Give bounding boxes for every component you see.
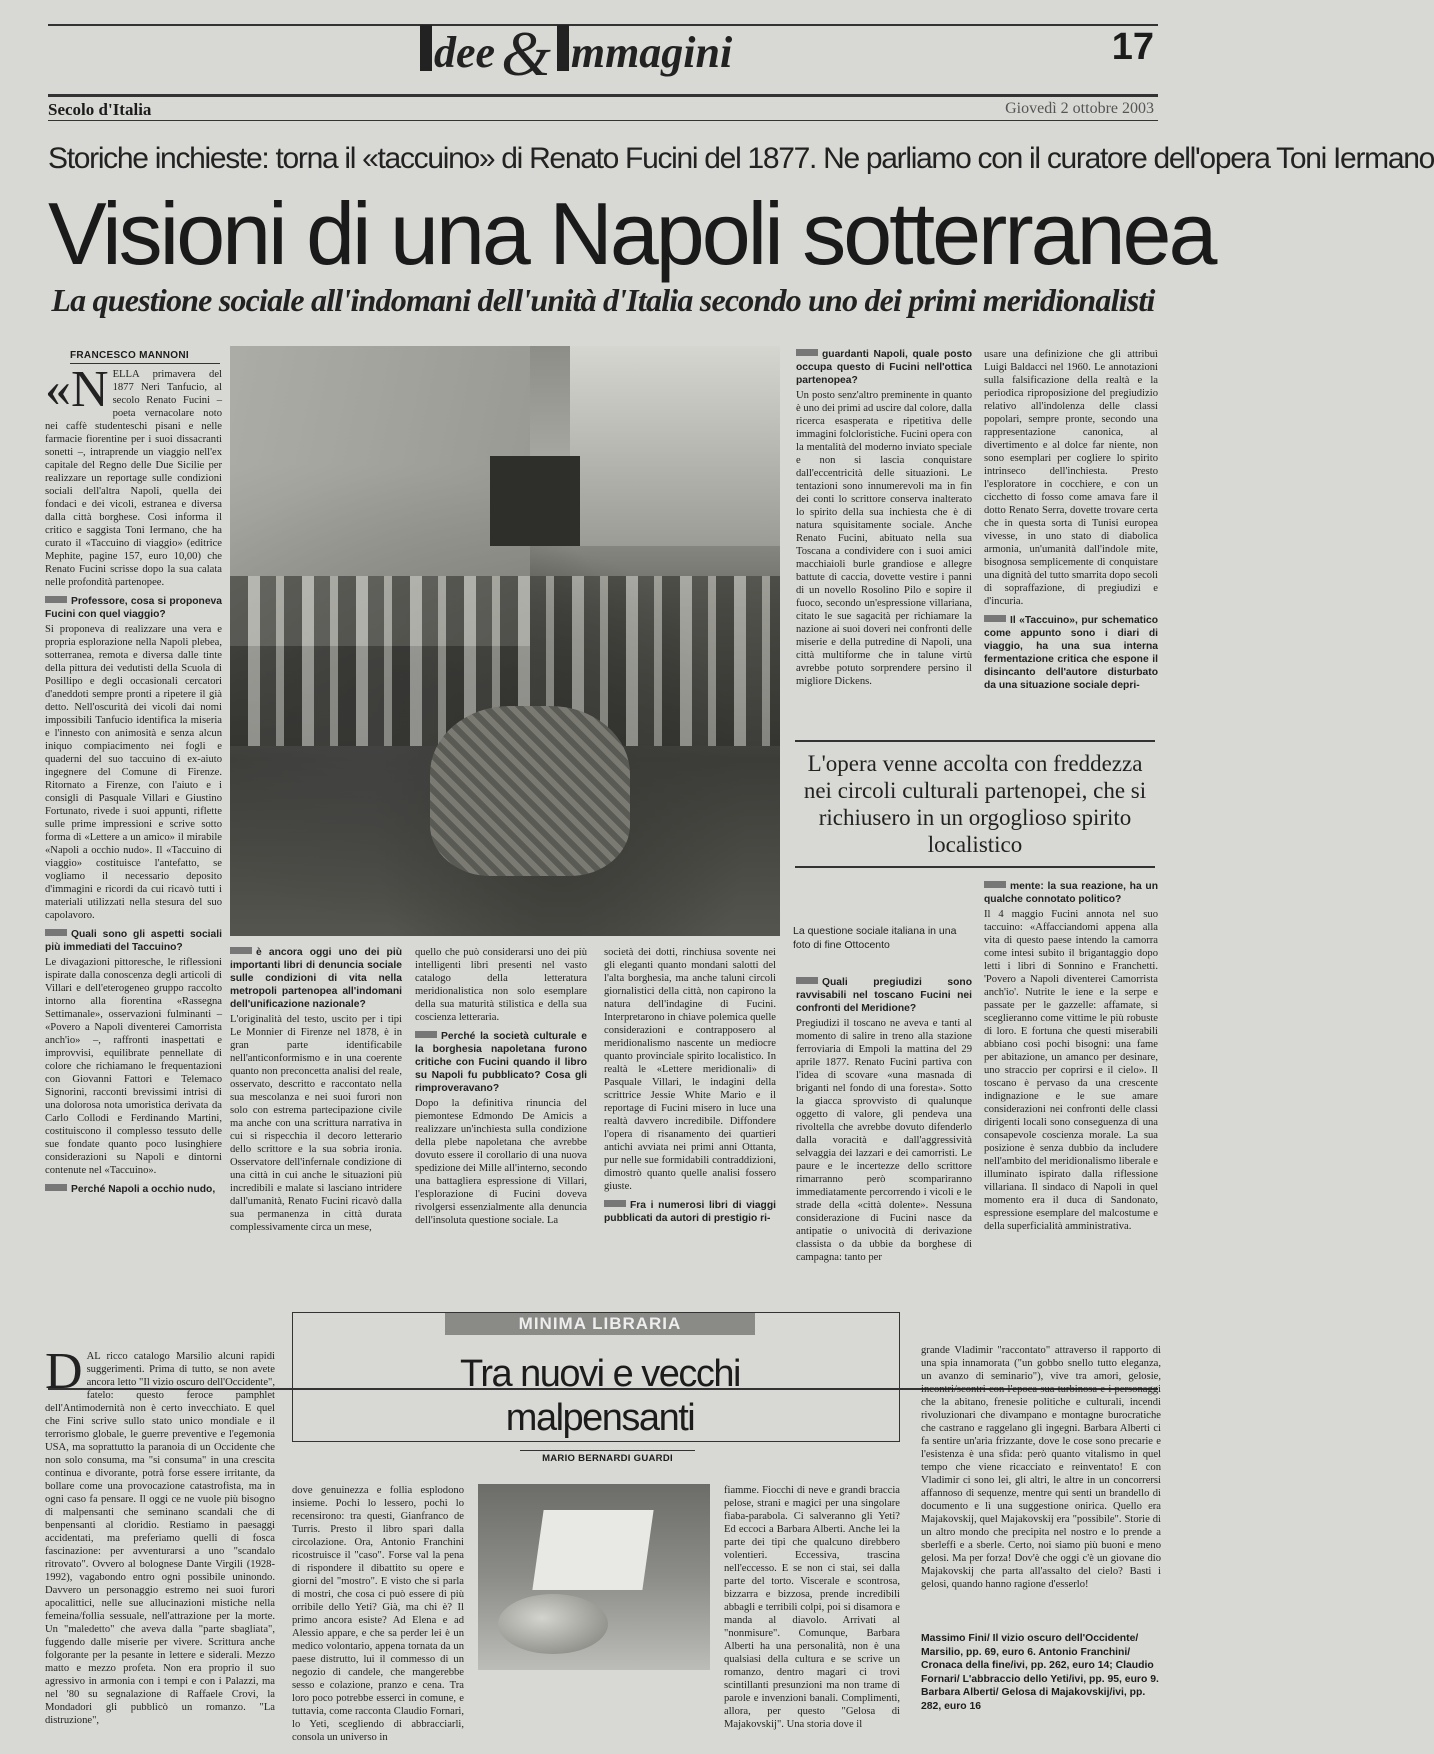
- interview-answer: quello che può considerarsi uno dei più intelligenti libri presenti nel vasto catalogo della letteratura meridionalistica non solo esemplare della sua maturità stilistica e della sua coscienza letteraria.: [415, 947, 587, 1023]
- article-headline: Visioni di una Napoli sotterranea: [48, 184, 1215, 283]
- interview-answer: Si proponeva di realizzare una vera e propria esplorazione nella Napoli plebea, sotterranea, remota e diversa dalle tinte della pittura dei vedutisti della Scuola di Posillipo e degli occasionali cercatori d'aneddoti sempre pronti a ripetere il già detto. Nell'oscurità dei vicoli dai nomi impossibili Tanfucio identifica la miseria e l'innesto con animosità e senza alcun iniquo compiacimento nei fogli e quaderni del suo taccuino di ex-aiuto ingegnere del Comune di Firenze. Ritornato a Firenze, con l'aiuto e i consigli di Pasquale Villari e Giustino Fortunato, rivede i suoi appunti, riflette sulle prime impressioni e scrive sotto forma di «Lettere a un amico» il mirabile «Napoli a occhio nudo». Il «Taccuino di viaggio» costituisce l'antefatto, se vogliamo il necessario deposito d'immagini e ricordi da cui ricavò tutti i materiali utilizzati nella stesura del suo capolavoro.: [45, 624, 222, 921]
- interview-question-continued: guardanti Napoli, quale posto occupa questo di Fucini nell'ottica partenopea?: [796, 349, 972, 386]
- section-title-start: dee: [434, 28, 496, 77]
- article-intro: ELLA primavera del 1877 Neri Tanfucio, al secolo Renato Fucini – poeta vernacolare noto nei caffè studenteschi pisani e nelle farmacie fiorentine per i suoi dissacranti sonetti –, intraprende un viaggio nell'ex capitale del Regno delle Due Sicilie per realizzare un reportage sulle condizioni sociali dell'altra Napoli, quella dei fondaci e dei vicoli, estranea e diversa dalla città borghese. Così informa il critico e saggista Toni Iermano, che ha curato il «Taccuino di viaggio» (editrice Mephite, pagine 157, euro 10,00) che Renato Fucini scrisse dopo la sua calata nelle profondità partenopee.: [45, 369, 222, 588]
- review-column-4: [921, 1344, 1161, 1628]
- review-text: grande Vladimir "raccontato" attraverso il rapporto di una spia innamorata ("un gobbo snello tutto eleganza, un avanzo di seminario"), vive tra amori, gelosie, incontri/scontri con l'epoca sua turbinosa e i personaggi che la abitano, frenesie politiche e culturali, incendi rivoluzionari che divampano e montagne burocratiche che castrano e raggelano gli ingegni. Barbara Alberti ci fa sentire un'aria frizzante, dove le cose sono precarie e l'esistenza è una sfida: però quanto vitalismo in quel tempo che viene ricacciato e reinventato! E con Vladimir ci sono lei, gli altri, le altre in un concorrersi affannoso di sequenze, mentre qui senti un brandello di documento e lì una suggestione onirica. Quello era Majakovskij, quel Majakovskij era "possibile". Storie di un altro mondo che precipita nel nostro e lo prende a sberleffi e a sberle. Certo, noi siamo più buoni e meno gelosi. Ma per forza! Dov'è che oggi c'è un giovane dio Majakovskij che parta all'assalto del cielo? Basti i gelosi, quando hanno ragione d'esserlo!: [921, 1345, 1161, 1590]
- review-byline: MARIO BERNARDI GUARDI: [520, 1450, 695, 1464]
- article-column-5-bottom: [796, 976, 972, 1366]
- review-text: fiamme. Fiocchi di neve e grandi braccia pelose, strani e magici per una singolare fiaba-parabola. Ci salveranno gli Yeti? Ed eccoci a Barbara Alberti. Anche lei la parte dei tipi che qualcuno direbbero volentieri. Eccessiva, trascina nell'eccesso. E se non ci stai, sei dalla parte del torto. Viscerale e scontrosa, bizzarra e bizzosa, prende incredibili abbagli e terribili colpi, poi si disamora e manda al diavolo. Arrivati al "nonmisure". Comunque, Barbara Alberti ha una personalità, non è una qualsiasi della cultura e se scrive un romanzo, dentro magari ci trovi scintillanti presunzioni ma non trame di parole e invenzioni banali. Complimenti, allora, per questo "Gelosa di Majakovskij". Una storia dove il: [724, 1485, 900, 1730]
- masthead-rule: [48, 94, 1158, 97]
- article-column-5-top: [796, 348, 972, 728]
- interview-question: Perché la società culturale e la borghesia napoletana furono critiche con Fucini quando il libro su Napoli fu pubblicato? Cosa gli rimproveravano?: [415, 1031, 587, 1094]
- article-column-4: [604, 946, 776, 1366]
- interview-question-continued: mente: la sua reazione, ha un qualche connotato politico?: [984, 881, 1158, 905]
- review-title: Tra nuovi e vecchi malpensanti: [460, 1353, 740, 1439]
- interview-question: Quali pregiudizi sono ravvisabili nel toscano Fucini nei confronti del Meridione?: [796, 977, 972, 1014]
- pull-quote: L'opera venne accolta con freddezza nei circoli culturali partenopei, che si richiusero in un orgoglioso spirito localistico: [795, 740, 1155, 868]
- page-number: 17: [1111, 26, 1154, 68]
- book-shape: [532, 1510, 653, 1590]
- interview-question: Il «Taccuino», pur schematico come appunto sono i diari di viaggio, ha una sua interna fermentazione critica che espone il disincanto dell'autore disturbato da una situazione sociale depri-: [984, 615, 1158, 691]
- photo-caption: La questione sociale italiana in una foto di fine Ottocento: [793, 925, 957, 951]
- article-column-6-bottom: [984, 880, 1158, 1366]
- issue-date: Giovedì 2 ottobre 2003: [1005, 100, 1154, 117]
- interview-answer: L'originalità del testo, uscito per i tipi Le Monnier di Firenze nel 1878, è in gran parte identificabile nell'anticonformismo e in una coerente quanto non preconcetta analisi del reale, osservato, descritto e raccontato nella sua mescolanza e nei suoi furori non solo con estrema partecipazione civile ma anche con una scrittura narrativa in cui si rispecchia il decoro letterario dello scrittore e la sua sobria ironia. Osservatore dell'infernale condizione di una città in cui anche le situazioni più incredibili e malate si lasciano intridere dall'umanità, Renato Fucini ricavò dalla sua permanenza in città durata complessivamente circa un mese,: [230, 1014, 402, 1233]
- review-column-1: [45, 1343, 275, 1740]
- drop-cap: «N: [45, 361, 109, 418]
- article-column-2: [230, 946, 402, 1366]
- review-column-2: [292, 1484, 464, 1744]
- interview-answer: Pregiudizi il toscano ne aveva e tanti al momento di salire in treno alla stazione ferroviaria di Empoli la mattina del 29 aprile 1877. Renato Fucini partiva con l'idea di scovare «una masnada di briganti nel fondo di una foresta». Sotto la giacca sprovvisto di qualunque oggetto di valore, gli pendeva una rivoltella che avrebbe dovuto difenderlo dalla voracità e dall'aggressività selvaggia dei lazzari e dei camorristi. Le paure e le incertezze dello scrittore rimarranno però scompariranno immediatamente percorrendo i vicoli e le strade della «città dolente». Nessuna considerazione di Fucini nasce da antipatie o univocità di derivazione classista o da ubbie da borghese di campagna: tanto per: [796, 1018, 972, 1263]
- paper-name: Secolo d'Italia: [48, 100, 152, 119]
- historical-photo: [230, 346, 780, 936]
- book-credits: Massimo Fini/ Il vizio oscuro dell'Occidente/ Marsilio, pp. 69, euro 6. Antonio Franchini/ Cronaca della fine/ivi, pp. 262, euro 14; Claudio Fornari/ L'abbraccio dello Yeti/ivi, pp. 95, euro 9. Barbara Alberti/ Gelosa di Majakovskij/ivi, pp. 282, euro 16: [921, 1633, 1159, 1712]
- interview-answer: usare una definizione che gli attribuì Luigi Baldacci nel 1960. Le annotazioni sulla falsificazione della realtà e la periodica riproposizione del pregiudizio relativo all'indolenza delle classi popolari, sempre pronte, secondo una rappresentazione canonica, al divertimento e al dolce far niente, non sono esemplari per cogliere lo spirito intrinseco dell'inchiesta. Presto l'esploratore in cocchiere, e con un cicchetto di fosso come amava fare il dotto Renato Serra, dovette trovare certa che in questa sorta di Tunisi europea vivesse, in uno stato di diabolica armonia, un'umanità dall'indole mite, bisognosa semplicemente di conquistare una dignità del tutto smarrita dopo secoli di sopraffazione, di pregiudizi e d'incuria.: [984, 349, 1158, 607]
- review-text: dove genuinezza e follia esplodono insieme. Pochi lo lessero, pochi lo recensirono: tra questi, Gianfranco de Turris. Presto il libro sparì dalla circolazione. Ora, Antonio Franchini ricostruisce il "caso". Forse val la pena di rispondere il dibattito su opere e giorni del "mostro". E visto che si parla di mostri, che cosa ci può essere di più orribile dello Yeti? Già, ma chi è? Il primo ancora esiste? Ad Elena e ad Alessio appare, e che sa perder lei è un medico volontario, appena tornata da un paese distrutto, lui il commesso di un negozio di candele, che mangerebbe sesso e colazione, pranzo e cena. Tra loro poco potrebbe esserci in comune, e tuttavia, come racconta Claudio Fornari, lo Yeti, scegliendo di abbracciarli, consola un universo in: [292, 1485, 464, 1743]
- date-rule: [48, 120, 1158, 121]
- interview-answer: Il 4 maggio Fucini annota nel suo taccuino: «Affacciandomi appena alla vita di questo paese intendo la camorra come intesi subito il brigantaggio dopo letti i libri di Sonnino e Franchetti. 'Povero a Napoli diventerei Camorrista anch'io'. Nutrite le iene e la serpe e passate per le gazzelle: affamate, si sceglieranno come vittime le più robuste di loro. E fortuna che questi miserabili abbiano così pochi bisogni: una fame per abitazione, un amanco per desinare, uno straccio per coprirsi e il cielo». Il toscano è pervaso da una crescente indignazione e le sue amare considerazioni nei confronti delle classi dirigenti locali sono conseguenza di una consapevole coscienza morale. La sua posizione è senza dubbio da includere nell'ambito del meridionalismo liberale e illuminato ispirato dalla riflessione villariana. Il sindaco di Napoli in quel momento era il duca di Sandonato, espressione esemplare del malcostume e della superficialità amministrativa.: [984, 909, 1158, 1232]
- bread-shape: [498, 1594, 608, 1654]
- article-subhead: La questione sociale all'indomani dell'unità d'Italia secondo uno dei primi meridionalisti: [51, 282, 1155, 318]
- interview-answer: Le divagazioni pittoresche, le riflessioni ispirate dalla conoscenza degli articoli di Villari e dell'eterogeneo gruppo raccolto intorno alla fiorentina «Rassegna Settimanale», osservazioni fulminanti – «Povero a Napoli diventerei Camorrista anch'io» –, raffronti inaspettati e improvvisi, equilibrate pennellate di colore che richiamano le frequentazioni con Giovanni Fattori e Telemaco Signorini, racconti brevissimi intrisi di una dolorosa nota umoristica derivata da Carlo Collodi e Ferdinando Martini, costituiscono il complesso tessuto delle sue fondate quanto poco lusinghiere considerazioni su Napoli e dintorni contenute nel «Taccuino».: [45, 957, 222, 1176]
- section-initial-i-mark-2: [557, 25, 569, 71]
- photo-arch-shape: [570, 346, 780, 546]
- article-column-3: [415, 946, 587, 1366]
- review-column-3: [724, 1484, 900, 1744]
- interview-question: Perché Napoli a occhio nudo,: [45, 1183, 222, 1196]
- review-drop-cap: D: [45, 1343, 83, 1400]
- interview-question: Quali sono gli aspetti sociali più immediati del Taccuino?: [45, 929, 222, 953]
- section-initial-i-mark: [420, 25, 432, 71]
- article-kicker: Storiche inchieste: torna il «taccuino» di Renato Fucini del 1877. Ne parliamo con il curatore dell'opera Toni Iermano: [48, 142, 1434, 175]
- review-section-label: MINIMA LIBRARIA: [445, 1313, 755, 1335]
- article-column-1: [45, 361, 222, 1388]
- interview-question: Professore, cosa si proponeva Fucini con quel viaggio?: [45, 596, 222, 620]
- book-photo: [478, 1484, 710, 1670]
- photo-basket-shape: [430, 706, 630, 876]
- interview-answer: Dopo la definitiva rinuncia del piemontese Edmondo De Amicis a realizzare un'inchiesta sulla condizione della plebe napoletana che avrebbe dovuto essere il corollario di una nuova spedizione dei Mille all'interno, secondo una battagliera espressione di Villari, l'esplorazione di Fucini doveva rivolgersi essenzialmente alla denuncia dell'insoluta questione sociale. La: [415, 1098, 587, 1226]
- review-text: AL ricco catalogo Marsilio alcuni rapidi suggerimenti. Prima di tutto, se non avete ancora letto "Il vizio oscuro dell'Occidente", fatelo: questo feroce pamphlet dell'Antimodernità non è certo invecchiato. E quel che Fini scrive sullo stato unico mondiale e il terrorismo globale, le guerre preventive e l'egemonia USA, ma soprattutto la paranoia di un Occidente che non solo consuma, ma "si consuma" in una crescita continua e divorante, potrà forse essere irritante, da bollare come una provocazione catastrofista, ma in ogni caso fa pensare. Il oggi ce ne vuole più bisogno di malpensanti che seminano scandali che di benpensanti al cloridio. Restiamo in paesaggi accidentati, ma preferiamo quelli di fosca fascinazione: per avventurarsi a uno "scandalo ritrovato". Ovvero al bolognese Dante Virgili (1928-1992), vagabondo entro ogni possibile uninondo. Davvero un personaggio estremo nei suoi furori apocalittici, nelle sue allucinazioni mistiche nella femeina/follia sessuale, nell'attrazione per la morte. Un "maledetto" che aveva dalla "parte sbagliata", fuggendo dalle miserie per vivere. Scrittura anche folgorante per la pesante in lettere e siderali. Mezzo matto e mezzo profeta. Non era proprio il suo agressivo in armonia con i tempi e con i Palazzi, ma nel '80 su segnalazione di Raffaele Crovi, la Mondadori gli pubblicò un romanzo. "La distruzione",: [45, 1351, 275, 1726]
- article-byline: FRANCESCO MANNONI: [70, 350, 220, 364]
- section-title-end: mmagini: [570, 28, 733, 77]
- interview-question: Fra i numerosi libri di viaggi pubblicati da autori di prestigio ri-: [604, 1200, 776, 1224]
- section-title-ampersand: &: [501, 18, 551, 89]
- interview-answer: società dei dotti, rinchiusa sovente nei gli eleganti quanto mondani salotti del l'alta borghesia, ma anche taluni circoli giornalistici della città, non capirono la natura dell'indagine di Fucini. Interpretarono in chiave polemica quelle considerazioni e contrapposero al meridionalismo nascente un mediocre quanto provinciale spirito localistico. In realtà le «Lettere meridionali» di Pasquale Villari, le indagini della scrittrice Jessie White Mario e il reportage di Fucini misero in luce una realtà davvero incredibile. Diffondere l'opera di risanamento dei quartieri antichi avviata nei primi anni Ottanta, pur nelle sue formidabili contraddizioni, dimostrò quanto quelle analisi fossero giuste.: [604, 947, 776, 1192]
- section-title: [420, 18, 800, 88]
- interview-answer: Un posto senz'altro preminente in quanto è uno dei primi ad uscire dal colore, dalla ricerca esasperata e ripetitiva delle immagini folcloristiche. Fucini opera con la mentalità del moderno inviato speciale e non si lascia conquistare dall'eccentricità delle situazioni. Le tentazioni sono innumerevoli ma in fin dei conti lo scrittore conserva inalterato lo spirito della sua inchiesta che è di natura squisitamente sociale. Anche Renato Fucini, abituato nella sua Toscana a condividere con i suoi amici macchiaioli burle grandiose e allegre battute di caccia, dovette vestire i panni di un novello Rosolino Pilo e sopire il fuoco, secondo un'espressione villariana, citato le sue sagacità per richiamare la nazione ai suoi doveri nei confronti delle miserie e della putredine di Napoli, una città multiforme che in talune virtù avrebbe potuto sorprendere persino il migliore Dickens.: [796, 390, 972, 687]
- interview-question-continued: è ancora oggi uno dei più importanti libri di denuncia sociale sulle condizioni di vita nella metropoli partenopea all'indomani dell'unificazione nazionale?: [230, 947, 402, 1010]
- photo-door-shape: [490, 456, 580, 546]
- article-column-6-top: [984, 348, 1158, 728]
